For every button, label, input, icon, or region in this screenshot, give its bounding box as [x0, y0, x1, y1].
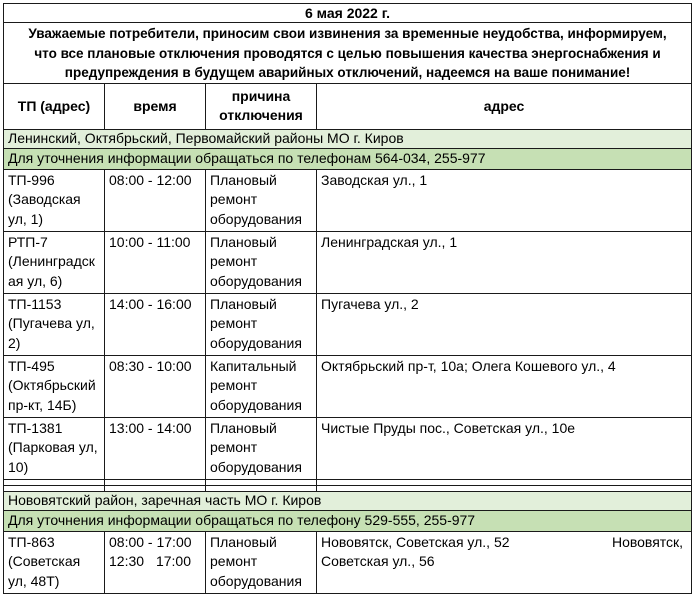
- notice-line: Уважаемые потребители, приносим свои извинения за временные неудобства, информируем,: [28, 26, 667, 41]
- notice-row: [4, 23, 692, 84]
- substation-cell: [4, 417, 105, 479]
- outage-row: [4, 417, 692, 479]
- notice-line: предупреждения в будущем аварийных отключений, надеемся на ваше понимание!: [64, 65, 631, 80]
- substation-line: 10): [8, 458, 29, 475]
- column-header-address: адрес: [317, 83, 692, 129]
- substation-line: ТП-1381: [8, 419, 63, 436]
- contact-row: [4, 510, 692, 531]
- address-cell: [317, 355, 692, 417]
- substation-line: пр-кт, 14Б): [8, 396, 77, 413]
- substation-line: РТП-7: [8, 233, 48, 250]
- outage-row: [4, 531, 692, 593]
- title-row: [4, 4, 692, 23]
- substation-line: (Парковая ул,: [8, 439, 98, 455]
- address-cell: [317, 169, 692, 231]
- outage-row: [4, 355, 692, 417]
- time-line: 10:00 - 11:00: [109, 233, 191, 250]
- address-line: Чистые Пруды пос., Советская ул., 10е: [321, 419, 576, 436]
- reason-line: Плановый: [210, 295, 277, 312]
- column-header-time: время: [105, 83, 206, 129]
- reason-cell: [206, 169, 317, 231]
- address-cell: [317, 231, 692, 293]
- reason-cell: [206, 231, 317, 293]
- substation-line: ТП-495: [8, 357, 55, 374]
- substation-cell: [4, 355, 105, 417]
- reason-line: оборудования: [210, 272, 302, 289]
- reason-cell: [206, 293, 317, 355]
- address-cell: [317, 293, 692, 355]
- notice-line: что все плановые отключения проводятся с целью повышения качества энергоснабжения и: [34, 45, 661, 61]
- time-line: 13:00 - 14:00: [109, 419, 192, 436]
- substation-cell: [4, 231, 105, 293]
- substation-line: (Октябрьский: [8, 377, 96, 393]
- address-line: Пугачева ул., 2: [321, 295, 419, 312]
- contact-row: [4, 148, 692, 169]
- substation-line: ая ул, 6): [8, 272, 63, 289]
- time-cell: [105, 293, 206, 355]
- substation-line: ул, 1): [8, 210, 44, 227]
- time-line: 08:00 - 17:00: [109, 533, 192, 550]
- page-title: 6 мая 2022 г.: [4, 4, 692, 23]
- substation-line: ТП-996: [8, 171, 55, 188]
- reason-line: оборудования: [210, 334, 302, 351]
- substation-line: (Пугачева ул,: [8, 315, 95, 331]
- substation-line: (Советская: [8, 553, 81, 569]
- reason-line: Плановый: [210, 419, 277, 436]
- address-part: Нововятск, Советская ул., 52: [321, 533, 510, 550]
- time-cell: [105, 531, 206, 593]
- outage-row: [4, 293, 692, 355]
- reason-line: ремонт: [210, 191, 258, 207]
- address-cell: [317, 531, 692, 593]
- time-cell: [105, 417, 206, 479]
- reason-line: ремонт: [210, 253, 258, 269]
- reason-line: Капитальный: [210, 357, 297, 374]
- column-header-reason: [206, 83, 317, 129]
- outage-schedule-table: [3, 3, 692, 594]
- reason-cell: [206, 417, 317, 479]
- reason-line: оборудования: [210, 396, 302, 413]
- address-line: Октябрьский пр-т, 10а; Олега Кошевого ул., 4: [321, 357, 616, 374]
- reason-line: оборудования: [210, 210, 302, 227]
- contact-phones: Для уточнения информации обращаться по телефону 529-555, 255-977: [4, 510, 692, 531]
- time-cell: [105, 355, 206, 417]
- notice-text: [4, 23, 692, 84]
- time-cell: [105, 169, 206, 231]
- time-part: 12:30: [109, 553, 145, 569]
- address-cell: [317, 417, 692, 479]
- column-header-substation: ТП (адрес): [4, 83, 105, 129]
- substation-line: (Заводская: [8, 191, 81, 207]
- reason-line: Плановый: [210, 533, 277, 550]
- contact-phones: Для уточнения информации обращаться по телефонам 564-034, 255-977: [4, 148, 692, 169]
- reason-line: Плановый: [210, 171, 277, 188]
- district-row: [4, 129, 692, 148]
- address-part: Нововятск,: [611, 533, 684, 550]
- address-line: Заводская ул., 1: [321, 171, 428, 188]
- substation-line: 2): [8, 334, 21, 351]
- substation-line: ТП-863: [8, 533, 55, 550]
- substation-cell: [4, 169, 105, 231]
- reason-cell: [206, 531, 317, 593]
- column-header-row: [4, 83, 692, 129]
- time-line: 14:00 - 16:00: [109, 295, 192, 312]
- address-line: [321, 533, 683, 553]
- reason-line: ремонт: [210, 377, 258, 393]
- outage-row: [4, 169, 692, 231]
- column-header-reason-line: отключения: [219, 107, 303, 123]
- substation-line: (Ленинградск: [8, 253, 95, 269]
- address-line: Советская ул., 56: [321, 553, 435, 569]
- time-line: [109, 552, 191, 572]
- reason-line: оборудования: [210, 572, 302, 589]
- time-line: 08:00 - 12:00: [109, 171, 192, 188]
- reason-line: Плановый: [210, 233, 277, 250]
- outage-row: [4, 231, 692, 293]
- district-label: Нововятский район, заречная часть МО г. Киров: [4, 491, 692, 510]
- reason-cell: [206, 355, 317, 417]
- reason-line: оборудования: [210, 458, 302, 475]
- district-label: Ленинский, Октябрьский, Первомайский районы МО г. Киров: [4, 129, 692, 148]
- column-header-reason-line: причина: [231, 88, 291, 104]
- reason-line: ремонт: [210, 553, 258, 569]
- substation-line: ул, 48Т): [8, 572, 60, 589]
- reason-line: ремонт: [210, 315, 258, 331]
- time-part: 17:00: [155, 553, 191, 569]
- time-line: 08:30 - 10:00: [109, 357, 192, 374]
- time-cell: [105, 231, 206, 293]
- reason-line: ремонт: [210, 439, 258, 455]
- address-line: Ленинградская ул., 1: [321, 233, 458, 250]
- district-row: [4, 491, 692, 510]
- substation-line: ТП-1153: [8, 295, 62, 312]
- substation-cell: [4, 293, 105, 355]
- substation-cell: [4, 531, 105, 593]
